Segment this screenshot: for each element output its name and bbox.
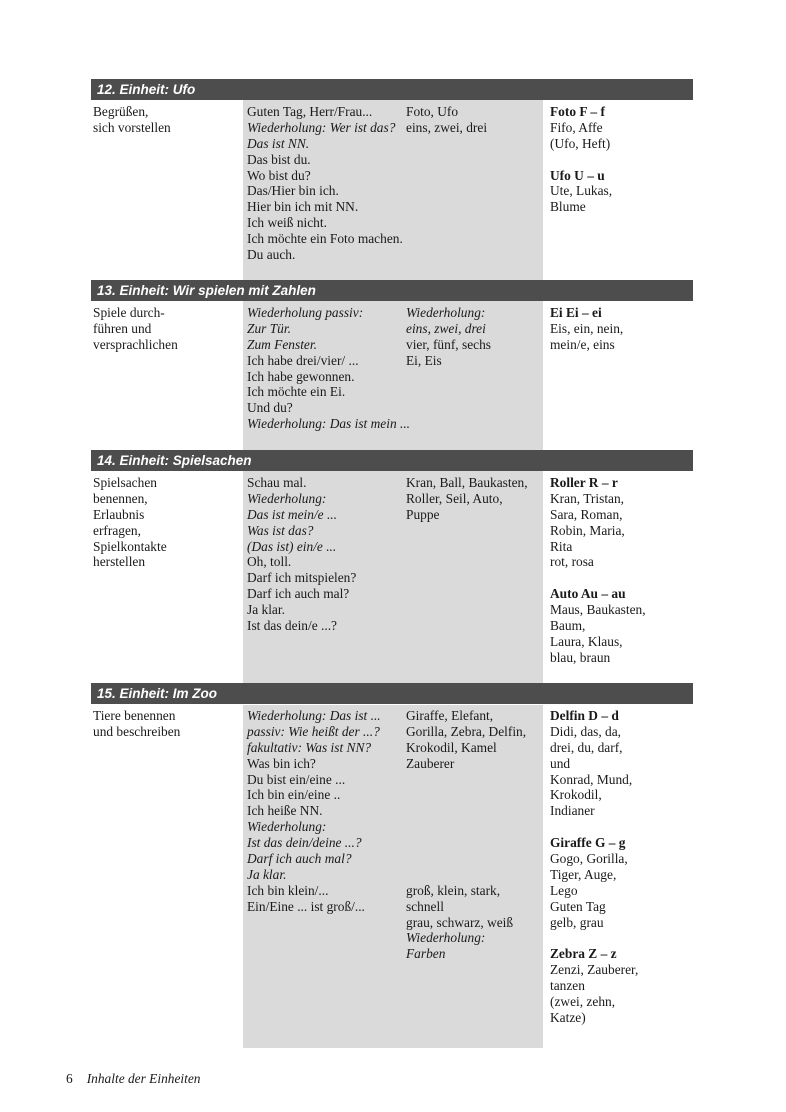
text-line: Ich heiße NN. bbox=[247, 803, 323, 819]
text-line: Maus, Baukasten, bbox=[550, 602, 646, 618]
text-line: Fifo, Affe bbox=[550, 119, 603, 135]
text-line: benennen, bbox=[93, 490, 148, 506]
text-line: eins, zwei, drei bbox=[406, 320, 486, 336]
text-line: Kran, Tristan, bbox=[550, 490, 625, 506]
text-line: Zur Tür. bbox=[247, 320, 291, 336]
text-line bbox=[550, 570, 646, 586]
text-line: Indianer bbox=[550, 803, 595, 819]
text-line bbox=[406, 835, 526, 851]
text-line: Zum Fenster. bbox=[247, 336, 317, 352]
text-line: Tiger, Auge, bbox=[550, 866, 617, 882]
unit-14-vocabulary bbox=[406, 475, 528, 523]
text-line: passiv: Wie heißt der ...? bbox=[247, 723, 380, 739]
text-line: Ich möchte ein Foto machen. bbox=[247, 231, 403, 247]
text-line: Wo bist du? bbox=[247, 167, 311, 183]
text-line: Was bin ich? bbox=[247, 755, 316, 771]
text-line: Krokodil, Kamel bbox=[406, 739, 497, 755]
text-line: grau, schwarz, weiß bbox=[406, 914, 514, 930]
text-line: versprachlichen bbox=[93, 336, 178, 352]
text-line bbox=[550, 819, 638, 835]
text-line: fakultativ: Was ist NN? bbox=[247, 739, 372, 755]
text-line: Wiederholung: bbox=[406, 930, 486, 946]
unit-14-letters bbox=[550, 475, 646, 666]
text-line: Ufo U – u bbox=[550, 167, 605, 183]
text-line: herstellen bbox=[93, 554, 146, 570]
text-line: Das bist du. bbox=[247, 151, 311, 167]
text-line: und beschreiben bbox=[93, 723, 181, 739]
text-line: Wiederholung: bbox=[247, 490, 327, 506]
text-line: Und du? bbox=[247, 400, 293, 416]
unit-12-goals bbox=[93, 104, 171, 136]
text-line: Darf ich auch mal? bbox=[247, 851, 352, 867]
text-line: Ein/Eine ... ist groß/... bbox=[247, 898, 365, 914]
text-line: Schau mal. bbox=[247, 475, 307, 490]
unit-14-phrases bbox=[247, 475, 356, 634]
text-line: Katze) bbox=[550, 1009, 586, 1025]
text-line: (zwei, zehn, bbox=[550, 994, 616, 1010]
text-line: führen und bbox=[93, 320, 152, 336]
text-line bbox=[550, 152, 612, 168]
unit-12-letters bbox=[550, 104, 612, 215]
text-line: Ist das dein/e ...? bbox=[247, 618, 337, 634]
text-line: Eis, ein, nein, bbox=[550, 320, 624, 336]
unit-15-goals bbox=[93, 708, 180, 740]
text-line: Spielsachen bbox=[93, 475, 157, 490]
text-line: Das ist mein/e ... bbox=[247, 506, 338, 522]
text-line: Farben bbox=[406, 946, 446, 962]
unit-13-vocabulary bbox=[406, 305, 491, 369]
unit-13-letters bbox=[550, 305, 623, 353]
text-line: Robin, Maria, bbox=[550, 522, 625, 538]
text-line: Zebra Z – z bbox=[550, 946, 617, 962]
text-line: Baum, bbox=[550, 618, 586, 634]
text-line: Wiederholung: bbox=[247, 819, 327, 835]
text-line: Rita bbox=[550, 538, 573, 554]
text-line: Ich habe gewonnen. bbox=[247, 368, 355, 384]
text-line: Spiele durch- bbox=[93, 305, 165, 320]
text-line: Krokodil, bbox=[550, 787, 602, 803]
text-line: Tiere benennen bbox=[93, 708, 176, 723]
text-line: Ja klar. bbox=[247, 602, 285, 618]
text-line: Konrad, Mund, bbox=[550, 771, 633, 787]
text-line: Begrüßen, bbox=[93, 104, 149, 119]
unit-14-header: 14. Einheit: Spielsachen bbox=[91, 450, 693, 471]
page-number: 6 bbox=[66, 1071, 73, 1086]
text-line: Blume bbox=[550, 199, 586, 215]
unit-12-header: 12. Einheit: Ufo bbox=[91, 79, 693, 100]
text-line: Wiederholung: Das ist mein ... bbox=[247, 416, 411, 432]
unit-13-header: 13. Einheit: Wir spielen mit Zahlen bbox=[91, 280, 693, 301]
text-line: Spielkontakte bbox=[93, 538, 167, 554]
text-line: Darf ich mitspielen? bbox=[247, 570, 357, 586]
text-line: Oh, toll. bbox=[247, 554, 292, 570]
text-line: Giraffe, Elefant, bbox=[406, 708, 494, 723]
text-line: Ist das dein/deine ...? bbox=[247, 835, 362, 851]
text-line: eins, zwei, drei bbox=[406, 119, 488, 135]
text-line: Delfin D – d bbox=[550, 708, 619, 723]
unit-12-vocabulary bbox=[406, 104, 487, 136]
text-line: drei, du, darf, bbox=[550, 739, 623, 755]
text-line bbox=[406, 772, 526, 788]
footer-title: Inhalte der Einheiten bbox=[86, 1071, 201, 1086]
unit-15-vocabulary bbox=[406, 708, 526, 962]
text-line: und bbox=[550, 755, 571, 771]
unit-15-letters bbox=[550, 708, 638, 1026]
text-line: sich vorstellen bbox=[93, 119, 171, 135]
text-line: Roller, Seil, Auto, bbox=[406, 490, 503, 506]
text-line: Wiederholung passiv: bbox=[247, 305, 364, 320]
text-line: Ute, Lukas, bbox=[550, 183, 613, 199]
text-line: Ich möchte ein Ei. bbox=[247, 384, 346, 400]
text-line: tanzen bbox=[550, 978, 585, 994]
text-line: Wiederholung: Wer ist das? bbox=[247, 119, 396, 135]
text-line bbox=[550, 930, 638, 946]
text-line: Kran, Ball, Baukasten, bbox=[406, 475, 528, 490]
text-line: Du auch. bbox=[247, 247, 296, 263]
text-line: blau, braun bbox=[550, 649, 611, 665]
text-line: Du bist ein/eine ... bbox=[247, 771, 346, 787]
text-line: Laura, Klaus, bbox=[550, 633, 623, 649]
text-line: Gorilla, Zebra, Delfin, bbox=[406, 723, 527, 739]
text-line: Sara, Roman, bbox=[550, 506, 623, 522]
text-line bbox=[406, 787, 526, 803]
text-line: Zenzi, Zauberer, bbox=[550, 962, 639, 978]
text-line: Gogo, Gorilla, bbox=[550, 851, 628, 867]
text-line: Roller R – r bbox=[550, 475, 618, 490]
text-line: Guten Tag, Herr/Frau... bbox=[247, 104, 373, 119]
text-line: Das ist NN. bbox=[247, 135, 310, 151]
unit-15-phrases bbox=[247, 708, 381, 915]
unit-12-phrases bbox=[247, 104, 403, 263]
unit-14-goals bbox=[93, 475, 167, 570]
text-line: erfragen, bbox=[93, 522, 141, 538]
text-line: (Ufo, Heft) bbox=[550, 135, 611, 151]
text-line: Didi, das, da, bbox=[550, 723, 622, 739]
text-line: Ich weiß nicht. bbox=[247, 215, 327, 231]
text-line: Was ist das? bbox=[247, 522, 314, 538]
text-line: Ich habe drei/vier/ ... bbox=[247, 352, 359, 368]
text-line: (Das ist) ein/e ... bbox=[247, 538, 337, 554]
text-line bbox=[406, 851, 526, 867]
text-line bbox=[406, 867, 526, 883]
text-line: Erlaubnis bbox=[93, 506, 145, 522]
text-line: Guten Tag bbox=[550, 898, 606, 914]
text-line: mein/e, eins bbox=[550, 336, 615, 352]
text-line: Zauberer bbox=[406, 755, 455, 771]
text-line: Ich bin ein/eine .. bbox=[247, 787, 341, 803]
text-line: Ja klar. bbox=[247, 866, 287, 882]
text-line: Wiederholung: Das ist ... bbox=[247, 708, 381, 723]
text-line: Ich bin klein/... bbox=[247, 882, 329, 898]
text-line: groß, klein, stark, bbox=[406, 882, 501, 898]
text-line bbox=[406, 819, 526, 835]
text-line: gelb, grau bbox=[550, 914, 604, 930]
text-line: Das/Hier bin ich. bbox=[247, 183, 339, 199]
text-line: Wiederholung: bbox=[406, 305, 486, 320]
text-line: Foto F – f bbox=[550, 104, 605, 119]
text-line: Auto Au – au bbox=[550, 586, 626, 602]
unit-13-phrases bbox=[247, 305, 410, 432]
text-line: vier, fünf, sechs bbox=[406, 336, 491, 352]
unit-15-header: 15. Einheit: Im Zoo bbox=[91, 683, 693, 704]
text-line: Ei, Eis bbox=[406, 352, 442, 368]
text-line: Giraffe G – g bbox=[550, 835, 626, 851]
text-line: Lego bbox=[550, 882, 578, 898]
text-line: Puppe bbox=[406, 506, 440, 522]
page-footer bbox=[66, 1071, 201, 1087]
text-line: Hier bin ich mit NN. bbox=[247, 199, 359, 215]
text-line bbox=[406, 803, 526, 819]
text-line: Ei Ei – ei bbox=[550, 305, 602, 320]
unit-13-goals bbox=[93, 305, 178, 353]
text-line: Foto, Ufo bbox=[406, 104, 459, 119]
text-line: schnell bbox=[406, 898, 444, 914]
text-line: rot, rosa bbox=[550, 554, 594, 570]
text-line: Darf ich auch mal? bbox=[247, 586, 350, 602]
